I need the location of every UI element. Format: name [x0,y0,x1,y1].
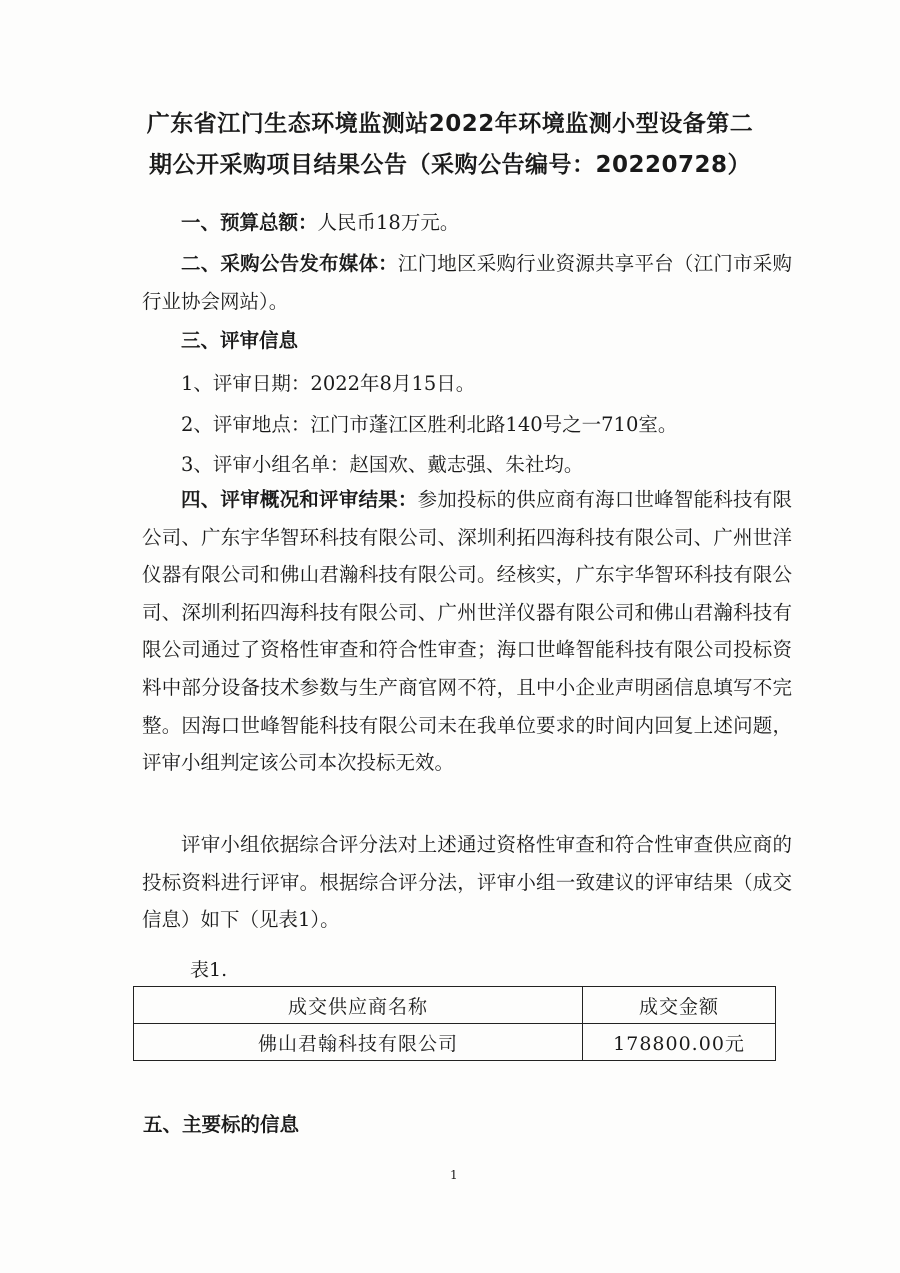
table-caption: 表1. [190,959,228,981]
evaluation-place: 2、评审地点：江门市蓬江区胜利北路140号之一710室。 [181,413,678,436]
title-line-1: 广东省江门生态环境监测站2022年环境监测小型设备第二 [146,111,754,137]
page-number: 1 [450,1168,458,1182]
table-header-supplier: 成交供应商名称 [134,987,583,1024]
title-line-2: 期公开采购项目结果公告（采购公告编号：20220728） [148,152,752,178]
result-table [133,986,776,1061]
overview-paragraph [142,481,792,782]
table-row [134,1024,776,1061]
document-title [100,104,800,186]
budget-label: 一、预算总额： [181,211,318,234]
media-label: 二、采购公告发布媒体： [181,252,398,275]
budget-paragraph [142,204,792,242]
table-cell-amount: 178800.00元 [583,1024,776,1061]
overview-text-2: 评审小组依据综合评分法对上述通过资格性审查和符合性审查供应商的投标资料进行评审。根据综合评分法，评审小组一致建议的评审结果（成交信息）如下（见表1）。 [142,833,792,932]
table-header-amount: 成交金额 [583,987,776,1024]
evaluation-heading-paragraph [142,322,792,360]
table-header-row [134,987,776,1024]
overview-label: 四、评审概况和评审结果： [181,488,418,511]
evaluation-date: 1、评审日期：2022年8月15日。 [181,372,476,395]
media-value: 江门地区采购行业资源共享平台（江门市采购行业协会网站）。 [142,252,792,313]
evaluation-place-paragraph [142,406,792,444]
evaluation-date-paragraph [142,365,792,403]
overview-paragraph-2 [142,826,792,939]
section-5-heading: 五、主要标的信息 [143,1113,300,1136]
budget-value: 人民币18万元。 [317,211,460,234]
media-paragraph [142,245,792,320]
table-cell-supplier: 佛山君翰科技有限公司 [134,1024,583,1061]
evaluation-heading: 三、评审信息 [181,329,299,352]
evaluation-panel-paragraph [142,446,792,484]
evaluation-panel: 3、评审小组名单：赵国欢、戴志强、朱社均。 [181,453,584,476]
overview-text: 参加投标的供应商有海口世峰智能科技有限公司、广东宇华智环科技有限公司、深圳利拓四海科技有限公司、广州世洋仪器有限公司和佛山君瀚科技有限公司。经核实，广东宇华智环科技有限公司、深圳利拓四海科技有限公司、广州世洋仪器有限公司和佛山君瀚科技有限公司通过了资格性审查和符合性审查；海口世峰智能科技有限公司投标资料中部分设备技术参数与生产商官网不符，且中小企业声明函信息填写不完整。因海口世峰智能科技有限公司未在我单位要求的时间内回复上述问题，评审小组判定该公司本次投标无效。 [142,488,792,775]
